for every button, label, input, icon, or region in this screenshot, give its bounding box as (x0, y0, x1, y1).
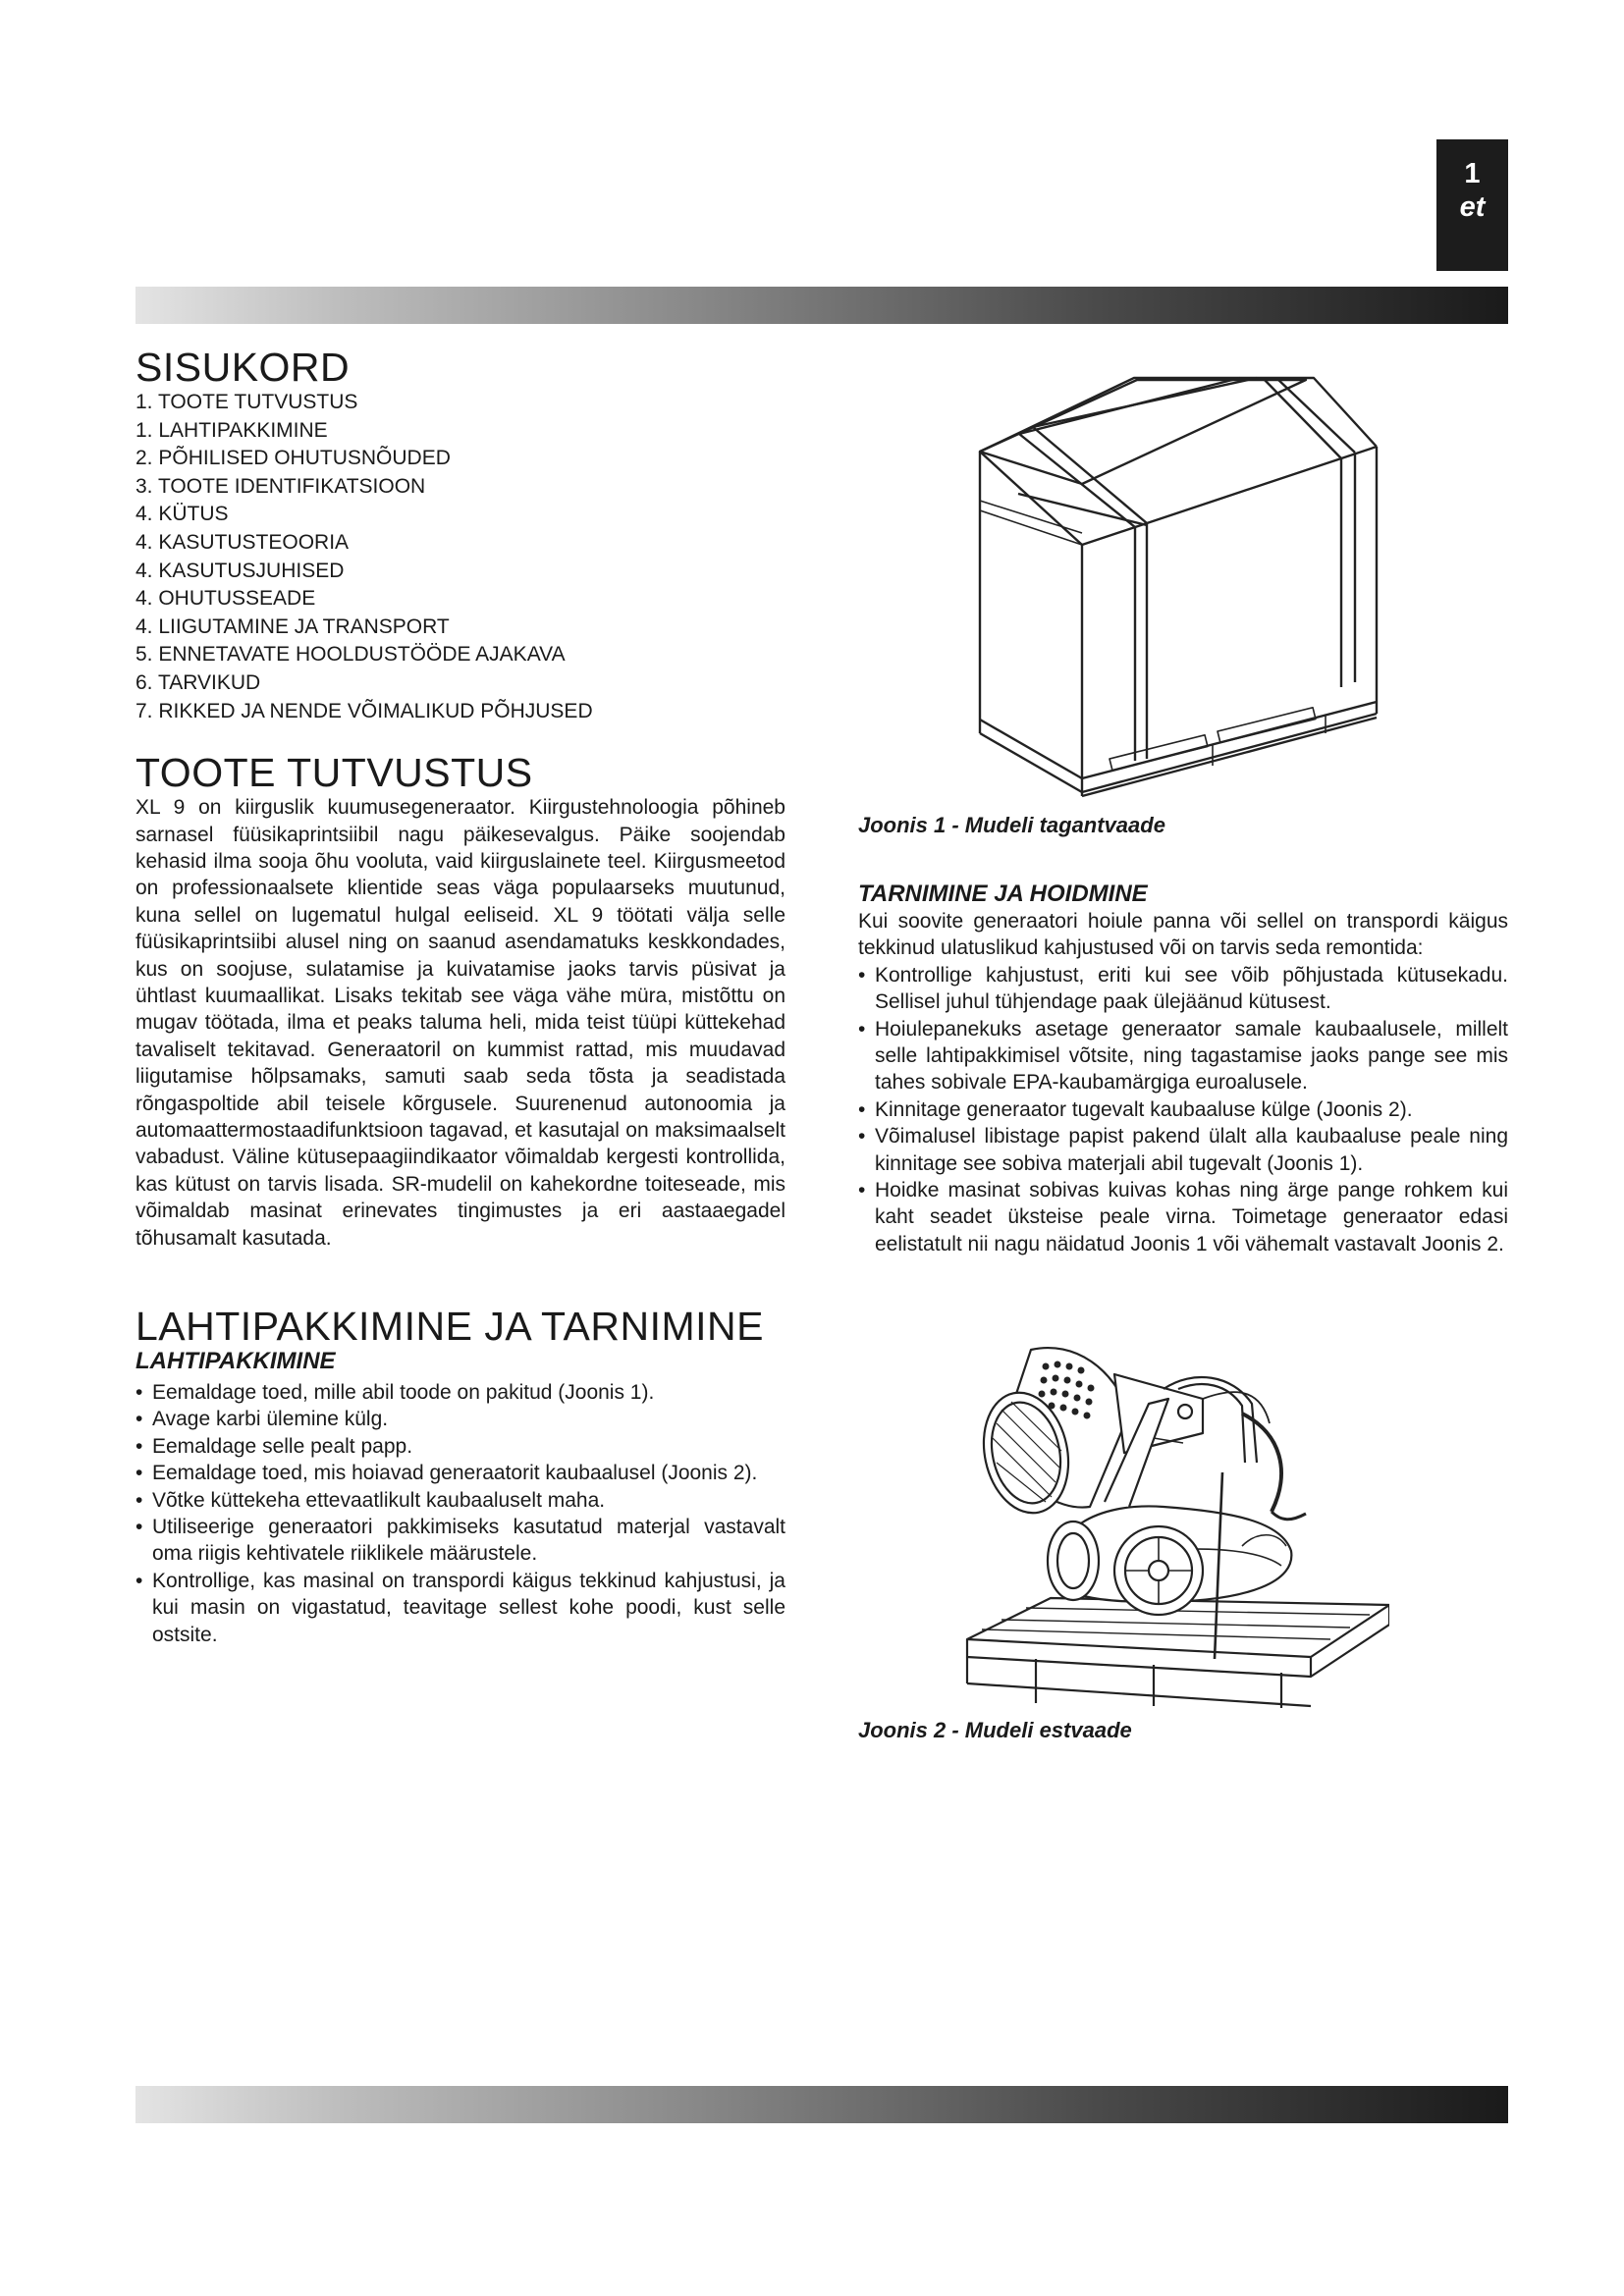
language-code: et (1459, 191, 1486, 223)
toc-item[interactable]: 4. KASUTUSJUHISED (135, 559, 345, 582)
toc-item[interactable]: 5. ENNETAVATE HOOLDUSTÖÖDE AJAKAVA (135, 643, 566, 667)
list-item: • Hoidke masinat sobivas kuivas kohas ning ärge pange rohkem kui kaht seadet üksteise peale virna. Toimetage generaator edasi eelistatult nii nagu näidatud Joonis 1 või vähemalt vastavalt Joonis 2. (858, 1177, 1508, 1257)
page-number: 1 (1464, 158, 1481, 189)
list-item: • Kontrollige, kas masinal on transpordi käigus tekkinud kahjustusi, ja kui masin on vigastatud, teavitage sellest kohe poodi, kust selle ostsite. (135, 1568, 785, 1648)
toc-item[interactable]: 3. TOOTE IDENTIFIKATSIOON (135, 474, 426, 498)
toc-item[interactable]: 4. KASUTUSTEOORIA (135, 530, 350, 554)
list-item: • Hoiulepanekuks asetage generaator samale kaubaalusele, millelt selle lahtipakkimisel võtsite, ning tagastamise jaoks pange see mis tahes sobivale EPA-kaubamärgiga euroalusele. (858, 1016, 1508, 1096)
unpacking-title: LAHTIPAKKIMINE JA TARNIMINE (135, 1304, 765, 1350)
toc-item[interactable]: 6. TARVIKUD (135, 670, 261, 694)
figure-1-caption: Joonis 1 - Mudeli tagantvaade (858, 813, 1165, 837)
storage-section (858, 881, 1508, 1257)
toc-item[interactable]: 2. PÕHILISED OHUTUSNÕUDED (135, 447, 451, 470)
storage-intro: Kui soovite generaatori hoiule panna või sellel on transpordi käigus tekkinud ulatuslikud kahjustused või on tarvis seda remontida: (858, 910, 1508, 960)
toc-item[interactable]: 1. TOOTE TUTVUSTUS (135, 391, 358, 413)
list-item: • Võtke küttekeha ettevaatlikult kaubaaluselt maha. (135, 1487, 785, 1514)
header-band (135, 287, 1508, 324)
page-tab (1436, 139, 1508, 271)
figure-1-packed-box (972, 368, 1380, 800)
figure-2-heater-on-pallet (957, 1345, 1389, 1708)
list-item: • Eemaldage selle pealt papp. (135, 1433, 785, 1460)
toc-item[interactable]: 7. RIKKED JA NENDE VÕIMALIKUD PÕHJUSED (135, 699, 593, 722)
intro-title: TOOTE TUTVUSTUS (135, 750, 533, 796)
intro-text: XL 9 on kiirguslik kuumusegeneraator. Kiirgustehnoloogia põhineb sarnasel füüsikaprintsiibil nagu päikesevalgus. Päike soojendab kehasid ilma sooja õhu vooluta, vaid kiirguslainete teel. Kiirgusmeetod on professionaalsete klientide seas väga populaarseks muutunud, kuna sellel on lugematul hulgal eeliseid. XL 9 töötati välja selle füüsikaprintsiibi alusel ning on saanud asendamatuks keskkondades, kus on soojuse, sulatamise ja kuivatamise jaoks tarvis püsivat ja ühtlast kuumaallikat. Lisaks tekitab see väga vähe müra, mistõttu on mugav töötada, ilma et peaks taluma heli, mida teist tüüpi küttekehad tavaliselt tekitavad. Generaatoril on kummist rattad, mis muudavad liigutamise hõlpsamaks, samuti saab seda tõsta ja seadistada rõngaspoltide abil teisele kõrgusele. Suurenenud autonoomia ja automaattermostaadifunktsioon tagavad, et kasutajal on maksimaalselt vabadust. Väline kütusepaagiindikaator võimaldab kergesti kontrollida, kas kütust on tarvis lisada. SR-mudelil on kahekordne toiteseade, mis võimaldab masinat erinevates tingimustes ja eri aastaaegadel tõhusamalt kasutada. (135, 796, 785, 1250)
list-item: • Utiliseerige generaatori pakkimiseks kasutatud materjal vastavalt oma riigis kehtivatele riiklikele määrustele. (135, 1514, 785, 1568)
storage-subtitle: TARNIMINE JA HOIDMINE (858, 881, 1148, 907)
footer-band (135, 2086, 1508, 2123)
unpacking-subtitle: LAHTIPAKKIMINE (135, 1348, 336, 1375)
list-item: • Avage karbi ülemine külg. (135, 1406, 785, 1432)
toc-title: SISUKORD (135, 345, 351, 390)
toc-item[interactable]: 4. KÜTUS (135, 503, 229, 526)
list-item: • Võimalusel libistage papist pakend ülalt alla kaubaaluse peale ning kinnitage see sobiva materjali abil tugevalt (Joonis 1). (858, 1123, 1508, 1177)
toc-list (135, 389, 785, 725)
list-item: • Eemaldage toed, mis hoiavad generaatorit kaubaalusel (Joonis 2). (135, 1460, 785, 1486)
toc-item[interactable]: 4. LIIGUTAMINE JA TRANSPORT (135, 614, 450, 638)
unpacking-list (135, 1379, 785, 1648)
toc-item[interactable]: 1. LAHTIPAKKIMINE (135, 418, 328, 442)
toc-item[interactable]: 4. OHUTUSSEADE (135, 587, 316, 611)
left-column (135, 346, 785, 1648)
list-item: • Kinnitage generaator tugevalt kaubaaluse külge (Joonis 2). (858, 1096, 1508, 1123)
list-item: • Kontrollige kahjustust, eriti kui see võib põhjustada kütusekadu. Sellisel juhul tühjendage paak ülejäänud kütusest. (858, 962, 1508, 1016)
figure-2-caption: Joonis 2 - Mudeli estvaade (858, 1718, 1132, 1742)
storage-list (858, 962, 1508, 1257)
list-item: • Eemaldage toed, mille abil toode on pakitud (Joonis 1). (135, 1379, 785, 1406)
